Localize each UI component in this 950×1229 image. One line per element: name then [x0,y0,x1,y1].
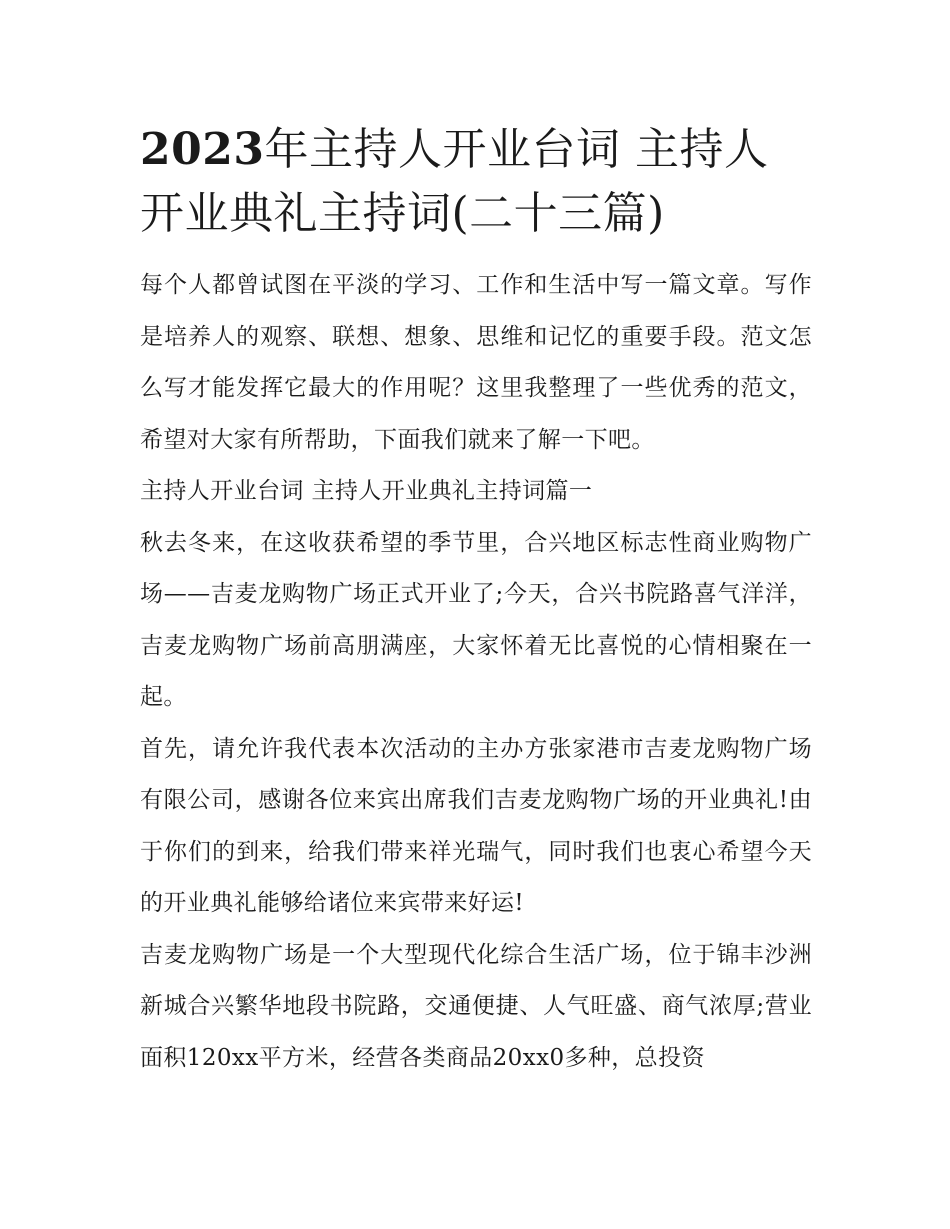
title-text: 年主持人开业台词 主持人开业典礼主持词(二十三篇) [140,124,769,239]
section-heading: 主持人开业台词 主持人开业典礼主持词篇一 [140,478,593,504]
intro-paragraph: 每个人都曾试图在平淡的学习、工作和生活中写一篇文章。写作是培养人的观察、联想、想象、思维和记忆的重要手段。范文怎么写才能发挥它最大的作用呢？这里我整理了一些优秀的范文，希望对大家有所帮助，下面我们就来了解一下吧。 [140,272,812,453]
document-content [140,118,812,1084]
body-paragraph: 秋去冬来，在这收获希望的季节里，合兴地区标志性商业购物广场——吉麦龙购物广场正式开业了;今天，合兴书院路喜气洋洋，吉麦龙购物广场前高朋满座，大家怀着无比喜悦的心情相聚在一起。 [140,529,812,710]
title-year: 2023 [140,124,265,175]
document-title [140,118,812,246]
body-paragraph: 首先，请允许我代表本次活动的主办方张家港市吉麦龙购物广场有限公司，感谢各位来宾出席我们吉麦龙购物广场的开业典礼!由于你们的到来，给我们带来祥光瑞气，同时我们也衷心希望今天的开业典礼能够给诸位来宾带来好运! [140,735,812,916]
body-paragraph: 吉麦龙购物广场是一个大型现代化综合生活广场，位于锦丰沙洲新城合兴繁华地段书院路，交通便捷、人气旺盛、商气浓厚;营业面积120xx平方米，经营各类商品20xx0多种，总投资 [140,941,812,1071]
